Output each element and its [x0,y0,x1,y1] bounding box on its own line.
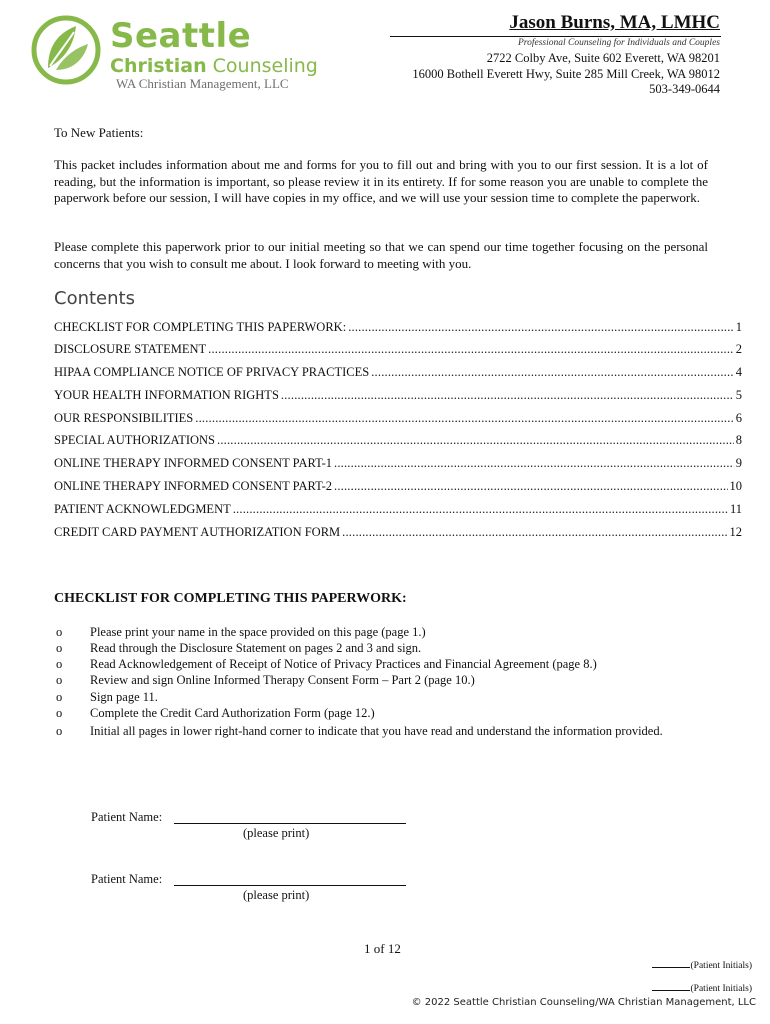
address-line-2: 16000 Bothell Everett Hwy, Suite 285 Mill Creek, WA 98012 [412,67,720,81]
practice-tagline: Professional Counseling for Individuals and Couples [517,38,720,48]
intro-paragraph-2: Please complete this paperwork prior to our initial meeting so that we can spend our time together focusing on the personal concerns that you wish to consult me about. I look forward to meeting with you. [54,239,708,271]
patient-name-label: Patient Name: [91,872,163,886]
page-number: 1 of 12 [364,941,401,956]
patient-initials-field[interactable]: (Patient Initials) [652,961,752,971]
toc-entry[interactable]: ONLINE THERAPY INFORMED CONSENT PART-2 ..... 10 [54,479,742,494]
logo-brand-subtitle: Christian Counseling [110,55,318,77]
toc-entry[interactable]: SPECIAL AUTHORIZATIONS ..... 8 [54,433,742,448]
patient-name-field[interactable] [174,885,406,886]
checklist-heading: CHECKLIST FOR COMPLETING THIS PAPERWORK: [54,591,407,606]
logo-brand-name: Seattle [110,16,252,56]
patient-initials-field[interactable]: (Patient Initials) [652,984,752,994]
please-print-hint: (please print) [243,888,310,902]
toc-entry[interactable]: YOUR HEALTH INFORMATION RIGHTS ..... 5 [54,388,742,403]
toc-entry[interactable]: HIPAA COMPLIANCE NOTICE OF PRIVACY PRACTICES ..... 4 [54,365,742,380]
toc-entry[interactable]: CHECKLIST FOR COMPLETING THIS PAPERWORK: ..... 1 [54,320,742,335]
therapist-name: Jason Burns, MA, LMHC [509,12,720,33]
leaf-logo-icon [30,14,102,86]
greeting: To New Patients: [54,125,144,140]
toc-entry[interactable]: ONLINE THERAPY INFORMED CONSENT PART-1 ..... 9 [54,456,742,471]
toc-entry[interactable]: PATIENT ACKNOWLEDGMENT ..... 11 [54,502,742,517]
company-logo [30,14,330,94]
contents-heading: Contents [54,288,135,309]
please-print-hint: (please print) [243,826,310,840]
header-rule [390,36,721,37]
copyright-notice: © 2022 Seattle Christian Counseling/WA Christian Management, LLC [411,997,756,1008]
logo-company-name: WA Christian Management, LLC [116,76,289,91]
toc-entry[interactable]: OUR RESPONSIBILITIES ..... 6 [54,411,742,426]
toc-entry[interactable]: DISCLOSURE STATEMENT ..... 2 [54,342,742,357]
phone-number: 503-349-0644 [649,82,720,96]
intro-paragraph-1: This packet includes information about me and forms for you to fill out and bring with you to our first session. It is a lot of reading, but the information is important, so please review it in its entirety. If for some reason you are unable to complete the paperwork before our session, I will have copies in my office, and we will use your session time to complete the paperwork. [54,157,708,205]
toc-entry[interactable]: CREDIT CARD PAYMENT AUTHORIZATION FORM ..... 12 [54,525,742,540]
patient-name-field[interactable] [174,823,406,824]
patient-name-label: Patient Name: [91,810,163,824]
address-line-1: 2722 Colby Ave, Suite 602 Everett, WA 98201 [486,51,720,65]
